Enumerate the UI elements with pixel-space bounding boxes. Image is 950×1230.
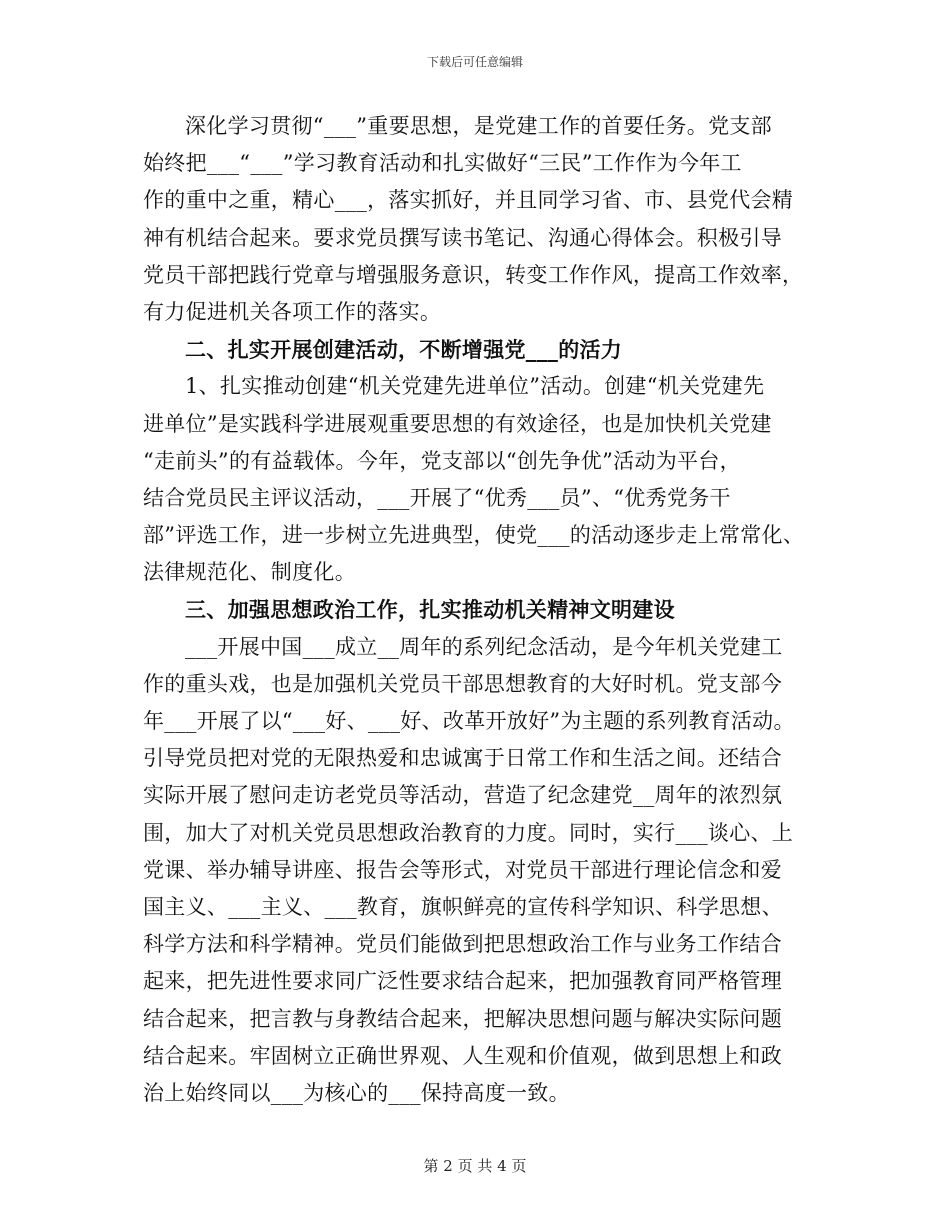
paragraph-line: 深化学习贯彻“___”重要思想，是党建工作的首要任务。党支部 [185,114,772,138]
section-heading: 三、加强思想政治工作，扎实推动机关精神文明建设 [185,597,675,623]
paragraph-line: 引导党员把对党的无限热爱和忠诚寓于日常工作和生活之间。还结合 [143,746,782,771]
paragraph-line: 结合起来，把言教与身教结合起来，把解决思想问题与解决实际问题 [143,1006,782,1031]
page-header: 下载后可任意编辑 [426,55,523,69]
paragraph-line: 科学方法和科学精神。党员们能做到把思想政治工作与业务工作结合 [143,932,782,957]
paragraph-line: 结合起来。牢固树立正确世界观、人生观和价值观，做到思想上和政 [143,1043,782,1068]
paragraph-line: 1、扎实推动创建“机关党建先进单位”活动。创建“机关党建先 [185,374,765,399]
paragraph-line: “走前头”的有益载体。今年，党支部以“创先争优”活动为平台， [143,448,741,473]
paragraph-line: 治上始终同以___为核心的___保持高度一致。 [143,1080,570,1105]
paragraph-line: 国主义、___主义、___教育，旗帜鲜亮的宣传科学知识、科学思想、 [143,894,783,919]
paragraph-line: 始终把___“___”学习教育活动和扎实做好“三民”工作作为今年工 [143,151,742,176]
paragraph-line: 有力促进机关各项工作的落实。 [143,299,442,324]
paragraph-line: 党课、举办辅导讲座、报告会等形式，对党员干部进行理论信念和爱 [143,857,782,882]
paragraph-line: ___开展中国___成立__周年的系列纪念活动，是今年机关党建工 [185,634,783,659]
document-body [143,108,815,1112]
page-footer: 第 2 页 共 4 页 [423,1157,527,1175]
paragraph-line: 部”评选工作，进一步树立先进典型，使党___的活动逐步走上常常化、 [143,523,805,548]
paragraph-line: 作的重中之重，精心___，落实抓好，并且同学习省、市、县党代会精 [143,188,794,213]
paragraph-line: 年___开展了以“___好、___好、改革开放好”为主题的系列教育活动。 [143,709,795,733]
section-heading: 二、扎实开展创建活动，不断增强党___的活力 [185,337,623,363]
paragraph-line: 进单位”是实践科学进展观重要思想的有效途径，也是加快机关党建 [143,411,772,436]
paragraph-line: 结合党员民主评议活动，___开展了“优秀___员”、“优秀党务干 [143,485,731,510]
paragraph-line: 起来，把先进性要求同广泛性要求结合起来，把加强教育同严格管理 [143,969,782,994]
paragraph-line: 法律规范化、制度化。 [143,560,356,585]
paragraph-line: 作的重头戏，也是加强机关党员干部思想教育的大好时机。党支部今 [143,671,782,696]
paragraph-line: 围，加大了对机关党员思想政治教育的力度。同时，实行___谈心、上 [143,820,794,845]
paragraph-line: 神有机结合起来。要求党员撰写读书笔记、沟通心得体会。积极引导 [143,225,782,250]
paragraph-line: 党员干部把践行党章与增强服务意识，转变工作作风，提高工作效率， [143,262,804,287]
paragraph-line: 实际开展了慰问走访老党员等活动，营造了纪念建党__周年的浓烈氛 [143,783,783,808]
